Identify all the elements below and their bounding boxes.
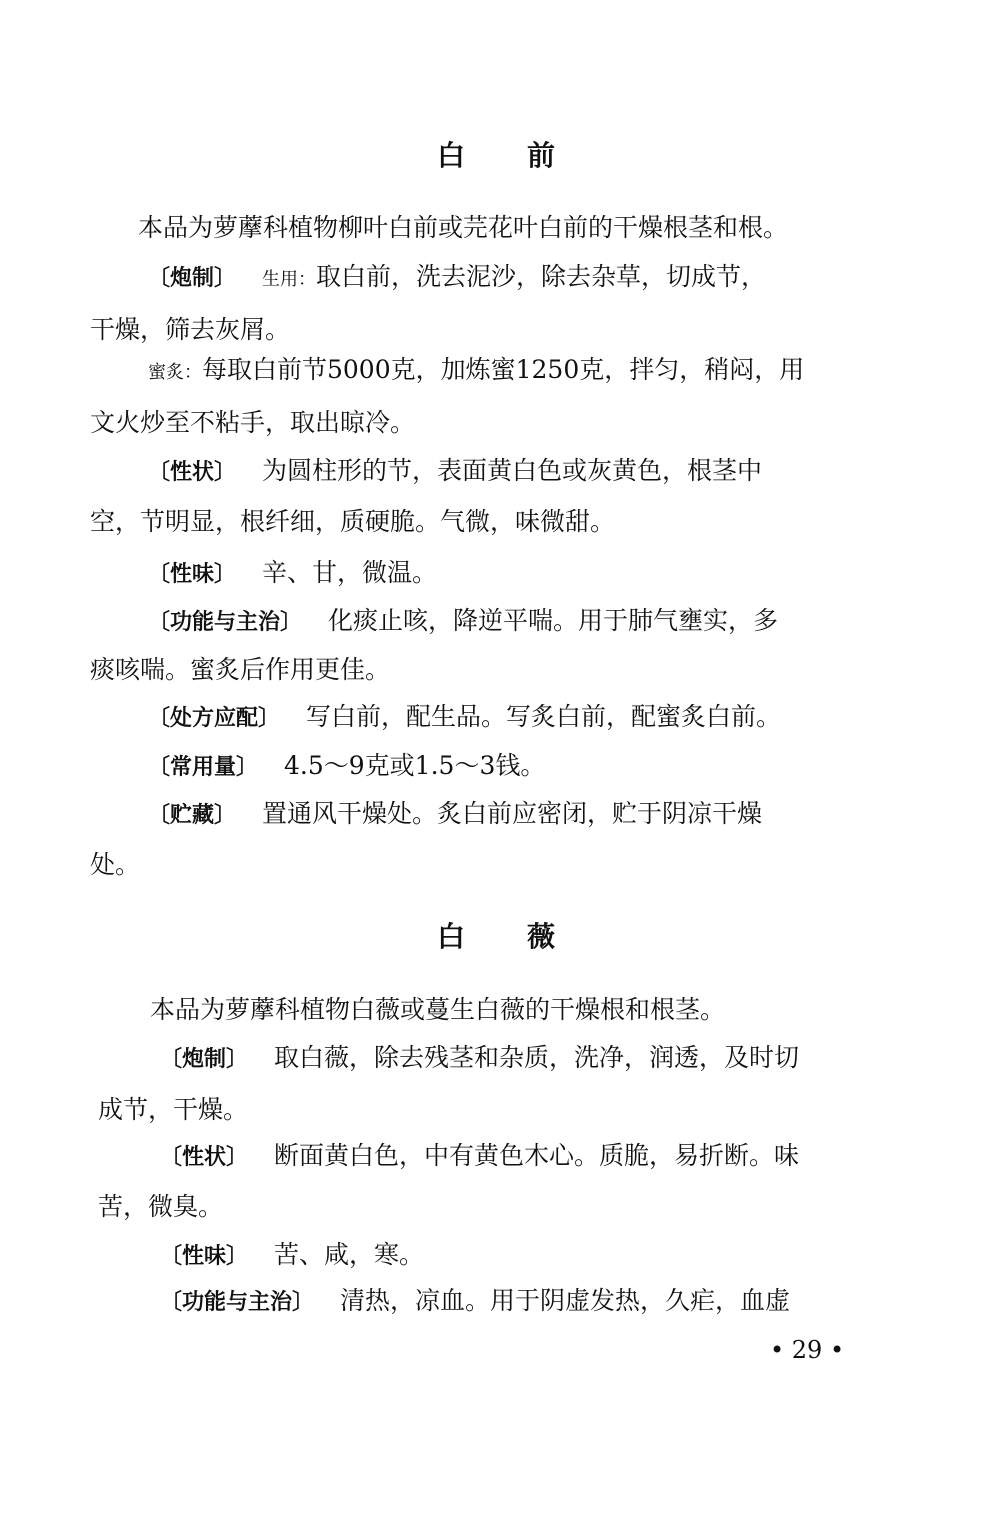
section1-xingzhuang-line1: 为圆柱形的节，表面黄白色或灰黄色，根茎中	[262, 456, 763, 485]
section1-yongliang-text: 4.5～9克或1.5～3钱。	[284, 751, 546, 780]
section1-chufang-label: 〔处方应配〕	[148, 706, 281, 731]
section2-xingzhuang	[160, 1139, 799, 1175]
section1-gongneng	[148, 604, 778, 640]
section1-chufang-text: 写白前，配生品。写炙白前，配蜜炙白前。	[306, 702, 782, 731]
section2-gongneng-line1: 清热，凉血。用于阴虚发热，久疟，血虚	[340, 1286, 791, 1315]
section1-xingwei-text: 辛、甘，微温。	[262, 558, 438, 587]
section2-title: 白薇	[436, 920, 617, 953]
section1-intro: 本品为萝藦科植物柳叶白前或芫花叶白前的干燥根茎和根。	[138, 213, 789, 242]
section1-gongneng-line1: 化痰止咳，降逆平喘。用于肺气壅实，多	[328, 606, 779, 635]
section2-xingzhuang-line2: 苦，微臭。	[98, 1192, 224, 1221]
section2-paozhi-label: 〔炮制〕	[160, 1047, 249, 1072]
section1-xingzhuang-label: 〔性状〕	[148, 460, 237, 485]
section2-paozhi	[160, 1041, 799, 1077]
section1-paozhi-label: 〔炮制〕	[148, 266, 237, 291]
section2-gongneng-label: 〔功能与主治〕	[160, 1290, 315, 1315]
section2-xingzhuang-line1: 断面黄白色，中有黄色木心。质脆，易折断。味	[274, 1141, 800, 1170]
section1-xingzhuang-line2: 空，节明显，根纤细，质硬脆。气微，味微甜。	[90, 507, 616, 536]
section1-paozhi-mizhi	[148, 353, 804, 390]
section1-zhucang	[148, 797, 762, 833]
section2-xingwei-label: 〔性味〕	[160, 1244, 249, 1269]
section1-yongliang-label: 〔常用量〕	[148, 755, 259, 780]
section1-xingzhuang	[148, 454, 762, 490]
section1-paozhi-sub1-label: 生用：	[262, 269, 317, 290]
section1-paozhi-line1: 取白前，洗去泥沙，除去杂草，切成节，	[316, 262, 767, 291]
section1-paozhi-line4: 文火炒至不粘手，取出晾冷。	[90, 408, 416, 437]
section1-zhucang-label: 〔贮藏〕	[148, 803, 237, 828]
section1-gongneng-label: 〔功能与主治〕	[148, 610, 303, 635]
section2-gongneng	[160, 1284, 790, 1320]
section1-gongneng-line2: 痰咳喘。蜜炙后作用更佳。	[90, 655, 391, 684]
section2-xingwei-text: 苦、咸，寒。	[274, 1240, 425, 1269]
section1-title: 白前	[436, 139, 617, 172]
section1-paozhi-sub2-label: 蜜炙：	[148, 362, 202, 383]
section1-paozhi-line3: 每取白前节5000克，加炼蜜1250克，拌匀，稍闷，用	[202, 355, 805, 384]
section1-xingwei	[148, 556, 437, 592]
section1-yongliang	[148, 749, 545, 785]
section2-paozhi-line1: 取白薇，除去残茎和杂质，洗净，润透，及时切	[274, 1043, 800, 1072]
section2-xingzhuang-label: 〔性状〕	[160, 1145, 249, 1170]
section1-paozhi-line2: 干燥，筛去灰屑。	[90, 315, 291, 344]
section2-intro: 本品为萝藦科植物白薇或蔓生白薇的干燥根和根茎。	[150, 995, 726, 1024]
section1-zhucang-line2: 处。	[90, 850, 141, 879]
section2-xingwei	[160, 1238, 424, 1274]
section2-paozhi-line2: 成节，干燥。	[98, 1095, 249, 1124]
section1-zhucang-line1: 置通风干燥处。炙白前应密闭，贮于阴凉干燥	[262, 799, 763, 828]
page-number: • 29 •	[770, 1336, 845, 1364]
section1-chufang	[148, 700, 781, 736]
section1-paozhi	[148, 260, 766, 297]
section1-xingwei-label: 〔性味〕	[148, 562, 237, 587]
